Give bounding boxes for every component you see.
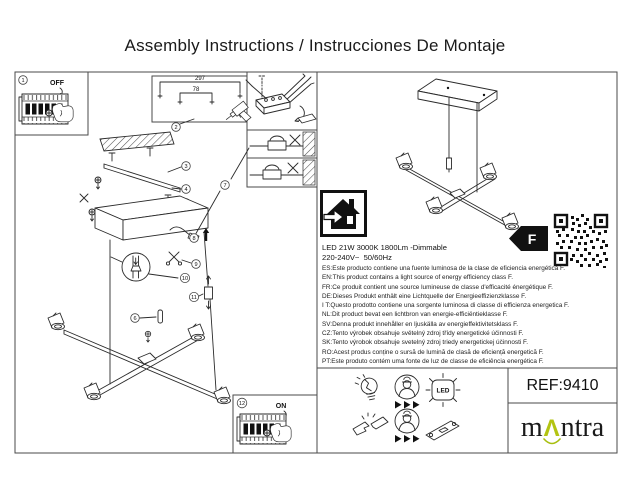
svg-text:4: 4 — [184, 186, 188, 193]
switch-point-icon — [264, 430, 270, 436]
lang-line-de: DE:Dieses Produkt enthält eine Lichtquelle der Energieeffizienzklasse F. — [322, 292, 527, 300]
lang-line-it: I T:Questo prodotto contiene una sorgente luminosa di classe di efficienza energetica F. — [322, 302, 570, 310]
locking-pin — [158, 310, 163, 323]
spotlight — [396, 153, 413, 170]
svg-text:12: 12 — [238, 400, 246, 407]
callout-7 — [221, 181, 230, 190]
svg-text:11: 11 — [191, 294, 197, 301]
callout-10 — [180, 273, 189, 282]
spotlight — [48, 313, 65, 330]
drill-template-inset — [158, 76, 254, 131]
brand-logo — [509, 404, 616, 452]
arrow-right-icon — [404, 401, 411, 409]
svg-text:LED: LED — [436, 387, 450, 395]
magnifier-detail — [111, 253, 150, 281]
lang-line-cz: CZ:Tento výrobek obsahuje světelný zdroj třídy energetické účinnosti F. — [322, 330, 524, 338]
lang-line-pt: PT:Este produto contém uma fonte de luz de classe de eficiência energética F. — [322, 357, 544, 365]
callout-8 — [190, 234, 199, 243]
hand-icon — [52, 104, 73, 122]
cable-adjuster — [204, 232, 216, 390]
brand-smile-icon — [543, 438, 561, 446]
terminal-block-inset — [246, 74, 316, 123]
screw-icon — [89, 209, 95, 221]
power-off-inset — [19, 76, 73, 124]
mounting-bracket — [104, 164, 180, 192]
broken-driver-icon — [353, 413, 388, 435]
hand-icon — [270, 424, 291, 442]
energy-class-statements — [322, 264, 614, 366]
svg-text:3: 3 — [184, 163, 188, 170]
switch-point-icon — [46, 110, 52, 116]
exploded-view — [48, 132, 249, 404]
technician-icon — [395, 375, 419, 399]
svg-text:8: 8 — [192, 235, 196, 242]
lang-line-sk: SK:Tento výrobok obsahuje svetelný zdroj triedy energetickej účinnosti F. — [322, 339, 529, 347]
technician-icon — [395, 409, 419, 433]
dim-78: 78 — [192, 87, 200, 93]
replacement-icons — [353, 372, 460, 442]
spotlight — [84, 383, 101, 400]
callout-2 — [172, 123, 181, 132]
arrow-right-icon — [404, 435, 411, 443]
callout-3 — [182, 162, 191, 171]
lang-line-en: EN:This product contains a light source of energy efficiency class F. — [322, 274, 513, 282]
page-title: Assembly Instructions / Instrucciones De Montaje — [124, 36, 506, 55]
led-spec-line: LED 21W 3000K 1800Lm -Dimmable — [322, 243, 447, 252]
arrow-right-icon — [413, 435, 420, 443]
scissors-icon — [166, 252, 181, 265]
driver-icon — [426, 421, 459, 440]
spotlight — [502, 213, 519, 230]
callout-9 — [192, 260, 201, 269]
off-label: OFF — [50, 80, 64, 87]
qr-code — [550, 210, 612, 270]
reference-number: REF:9410 — [526, 376, 599, 394]
callout-12 — [237, 398, 247, 408]
assembled-lamp — [396, 79, 519, 230]
callout-6 — [131, 314, 140, 323]
arrow-right-icon — [395, 435, 402, 443]
drill-icon — [224, 101, 254, 130]
lang-line-fr: FR:Ce produit contient une source lumineuse de classe d'efficacité énergétique F. — [322, 283, 553, 291]
svg-text:10: 10 — [181, 275, 189, 282]
callout-4 — [182, 185, 191, 194]
spotlight — [214, 387, 231, 404]
on-label: ON — [275, 403, 287, 410]
svg-text:1: 1 — [21, 77, 25, 84]
broken-bulb-icon — [354, 372, 380, 402]
led-module-icon — [426, 374, 460, 407]
svg-text:9: 9 — [194, 261, 198, 268]
power-on-inset — [237, 398, 291, 444]
lang-line-sv: SV:Denna produkt innehåller en ljuskälla av energieffektivitetsklass F. — [322, 320, 519, 328]
brand-caret: Λ — [543, 415, 560, 442]
voltage-spec-line: 220-240V~ 50/60Hz — [322, 253, 392, 262]
dim-297: 297 — [194, 76, 206, 82]
spotlight — [426, 197, 443, 214]
arrow-right-icon — [413, 401, 420, 409]
svg-text:7: 7 — [223, 182, 227, 189]
cut-mark-icon — [80, 194, 88, 202]
spotlight — [480, 163, 497, 180]
callout-1 — [19, 76, 28, 85]
energy-class-letter: F — [527, 231, 537, 247]
lang-line-ro: RO:Acest produs conține o sursă de lumină de clasă de eficiență energetică F. — [322, 348, 544, 356]
screw-icon — [145, 331, 150, 342]
screw-icon — [95, 177, 101, 189]
arrow-right-icon — [395, 401, 402, 409]
lang-line-es: ES:Este producto contiene una fuente luminosa de la clase de eficiencia energética F. — [322, 265, 565, 272]
brand-suffix: ntra — [560, 412, 605, 443]
svg-text:6: 6 — [133, 315, 137, 322]
callout-11 — [189, 292, 198, 301]
svg-text:2: 2 — [174, 124, 178, 131]
brand-prefix: m — [520, 412, 543, 443]
lang-line-nl: NL:Dit product bevat een lichtbron van energie-efficiëntieklasse F. — [322, 311, 508, 319]
indoor-use-icon — [322, 192, 366, 236]
ceiling-hatch — [100, 132, 174, 151]
